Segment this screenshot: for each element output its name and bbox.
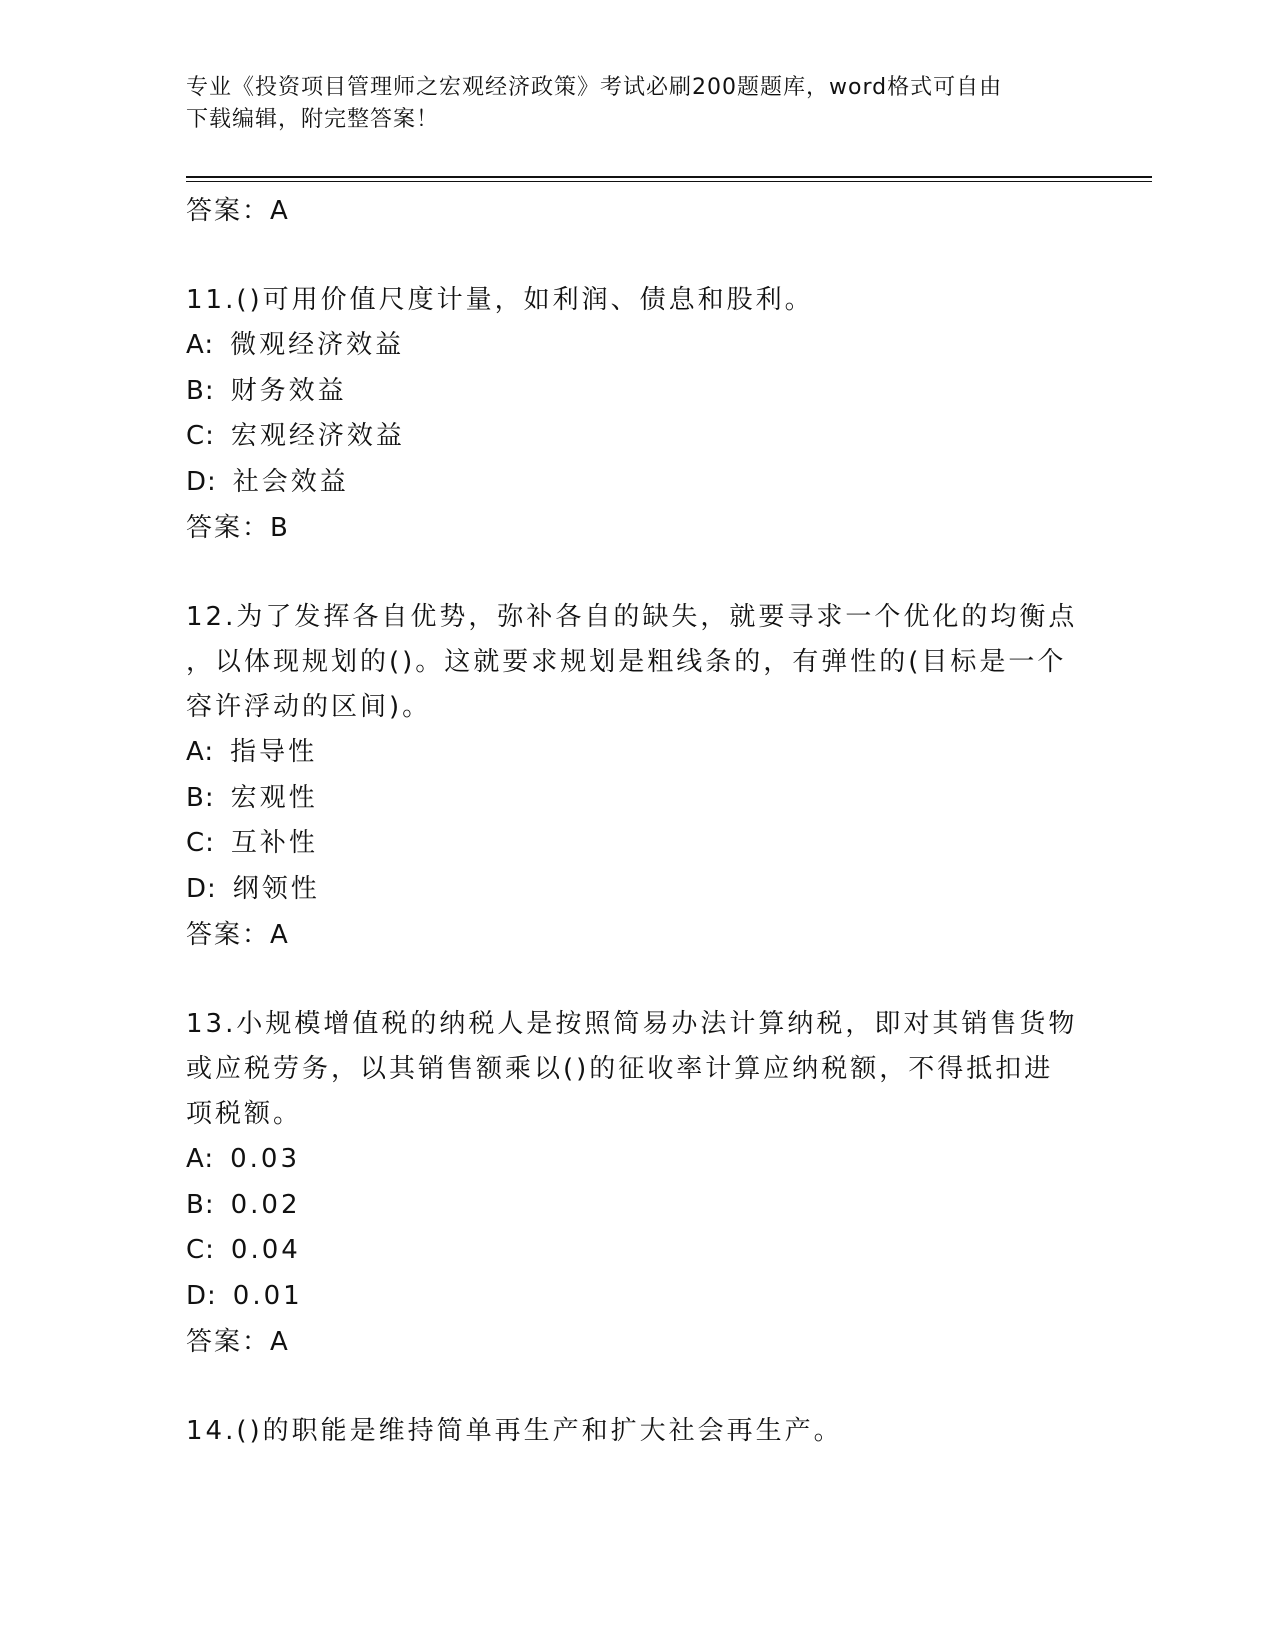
answer-line: 答案：A — [186, 1327, 290, 1357]
question-14 — [186, 1409, 1086, 1454]
answer-line: 答案：A — [186, 920, 290, 950]
option-d: D: 社会效益 — [186, 466, 349, 497]
question-11 — [186, 278, 1086, 551]
option-b: B: 0.02 — [186, 1189, 301, 1220]
question-13 — [186, 1002, 1086, 1365]
option-b: B: 宏观性 — [186, 782, 318, 813]
option-a: A: 指导性 — [186, 737, 318, 767]
option-c: C: 0.04 — [186, 1235, 301, 1265]
option-b: B: 财务效益 — [186, 375, 347, 406]
question-list — [186, 188, 1086, 1454]
option-a: A: 0.03 — [186, 1144, 300, 1174]
option-c: C: 宏观经济效益 — [186, 421, 405, 451]
question-text-line-2: 或应税劳务，以其销售额乘以()的征收率计算应纳税额，不得抵扣进 — [186, 1054, 1054, 1084]
option-d: D: 纲领性 — [186, 873, 320, 904]
header-line-2: 下载编辑，附完整答案！ — [186, 107, 440, 132]
question-text-line-1: 13.小规模增值税的纳税人是按照简易办法计算纳税，即对其销售货物 — [186, 1009, 1078, 1039]
question-text-line-3: 容许浮动的区间)。 — [186, 692, 432, 722]
answer-line: 答案：B — [186, 513, 290, 543]
document-header — [186, 72, 1066, 136]
option-a: A: 微观经济效益 — [186, 330, 405, 360]
question-text: 14.()的职能是维持简单再生产和扩大社会再生产。 — [186, 1416, 843, 1446]
option-d: D: 0.01 — [186, 1280, 303, 1311]
question-12 — [186, 595, 1086, 958]
header-divider-thin — [186, 181, 1152, 182]
question-text-line-3: 项税额。 — [186, 1099, 303, 1129]
question-text-line-1: 12.为了发挥各自优势，弥补各自的缺失，就要寻求一个优化的均衡点 — [186, 602, 1078, 632]
question-text-line-2: ，以体现规划的()。这就要求规划是粗线条的，有弹性的(目标是一个 — [186, 647, 1067, 677]
answer-line: 答案：A — [186, 196, 290, 226]
option-c: C: 互补性 — [186, 828, 318, 858]
question-text: 11.()可用价值尺度计量，如利润、债息和股利。 — [186, 285, 814, 315]
header-divider-thick — [186, 176, 1152, 178]
header-line-1: 专业《投资项目管理师之宏观经济政策》考试必刷200题题库，word格式可自由 — [186, 75, 1003, 100]
